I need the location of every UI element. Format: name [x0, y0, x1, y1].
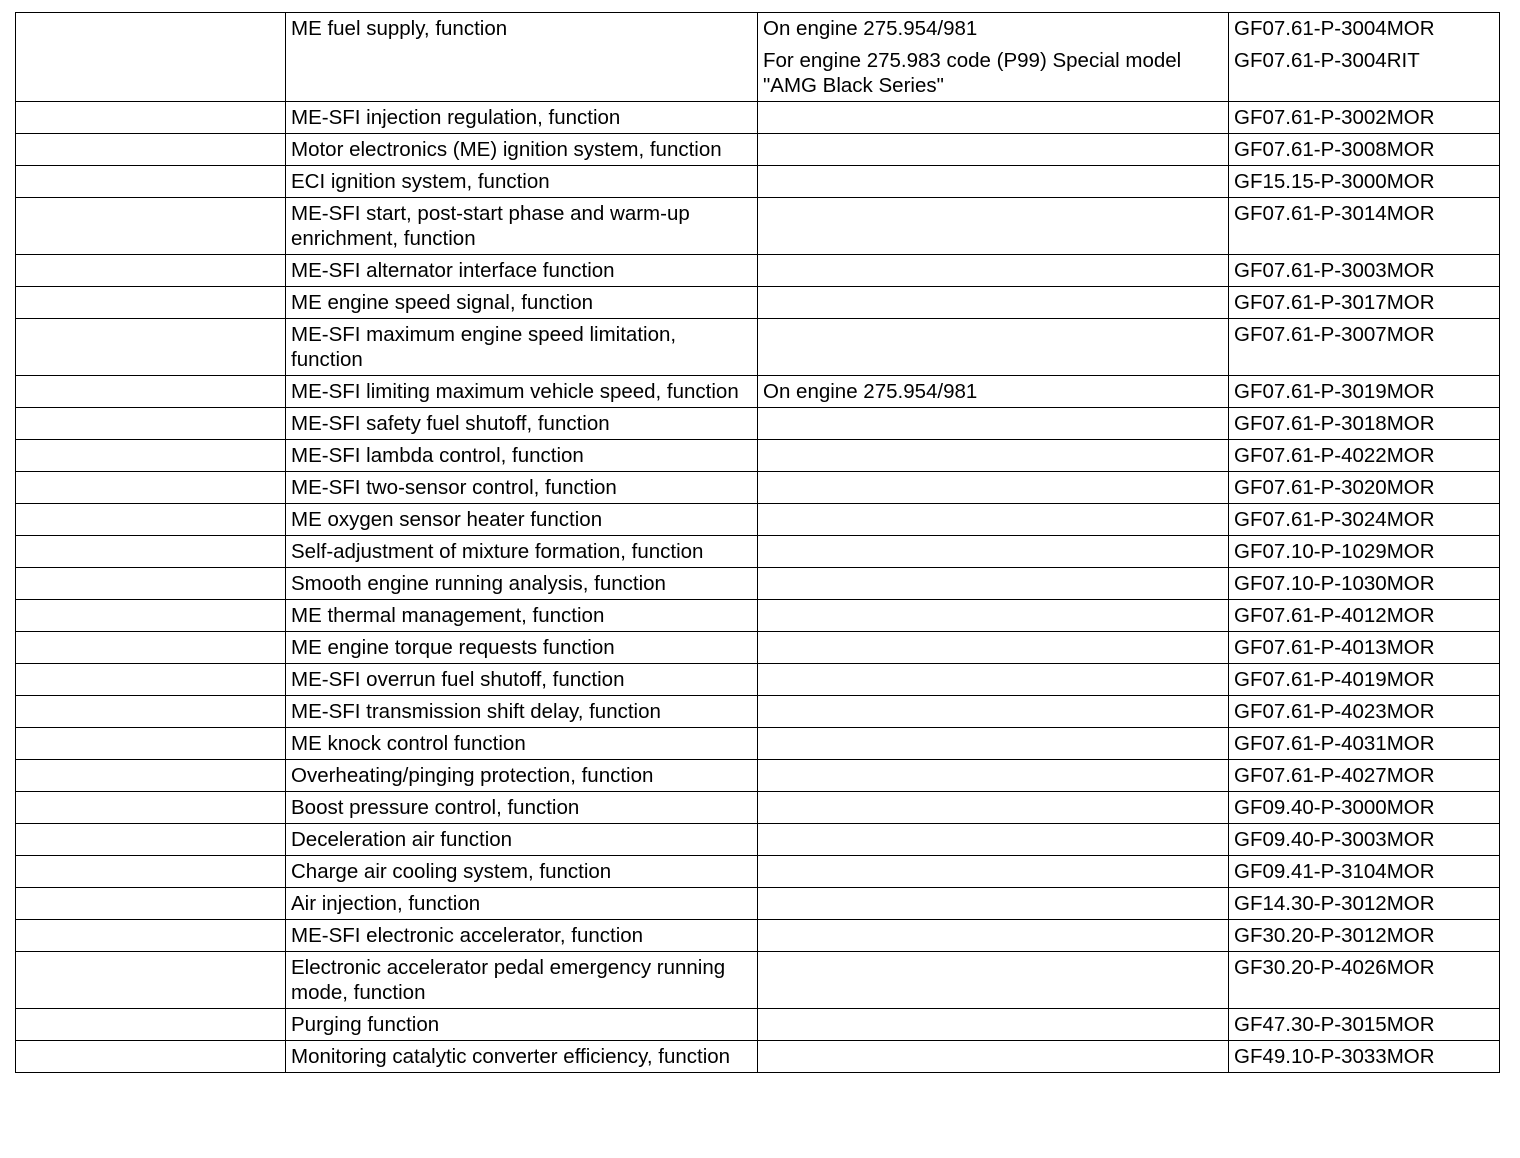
document-code[interactable]: GF07.61-P-4013MOR: [1234, 636, 1435, 659]
function-cell: ME-SFI start, post-start phase and warm-up enrichment, function: [286, 198, 758, 255]
condition-cell: [758, 255, 1229, 287]
table-row: [16, 920, 1500, 952]
document-code-cell: [1229, 255, 1500, 287]
document-code[interactable]: GF07.61-P-3007MOR: [1234, 323, 1435, 346]
table-row: [16, 632, 1500, 664]
condition-cell: [758, 408, 1229, 440]
condition-cell: [758, 134, 1229, 166]
table-row: [16, 287, 1500, 319]
table-row: [16, 408, 1500, 440]
function-cell: ME engine speed signal, function: [286, 287, 758, 319]
condition-cell: [758, 287, 1229, 319]
table-row: [16, 856, 1500, 888]
blank-cell: [16, 536, 286, 568]
blank-cell: [16, 792, 286, 824]
condition-cell: [758, 920, 1229, 952]
function-cell: ME thermal management, function: [286, 600, 758, 632]
condition-cell: [758, 632, 1229, 664]
condition-text: On engine 275.954/981: [763, 380, 978, 403]
blank-cell: [16, 440, 286, 472]
document-code-cell: [1229, 1009, 1500, 1041]
blank-cell: [16, 504, 286, 536]
document-code-cell: [1229, 568, 1500, 600]
function-cell: ME-SFI transmission shift delay, function: [286, 696, 758, 728]
condition-cell: [758, 888, 1229, 920]
condition-cell: [758, 504, 1229, 536]
document-code[interactable]: GF07.10-P-1029MOR: [1234, 540, 1435, 563]
blank-cell: [16, 1009, 286, 1041]
document-code[interactable]: GF07.61-P-4027MOR: [1234, 764, 1435, 787]
blank-cell: [16, 13, 286, 102]
function-cell: ME-SFI safety fuel shutoff, function: [286, 408, 758, 440]
condition-cell: [758, 198, 1229, 255]
document-code[interactable]: GF15.15-P-3000MOR: [1234, 170, 1435, 193]
blank-cell: [16, 632, 286, 664]
document-code[interactable]: GF14.30-P-3012MOR: [1234, 892, 1435, 915]
condition-cell: [758, 440, 1229, 472]
table-row: [16, 440, 1500, 472]
table-row: [16, 472, 1500, 504]
document-code[interactable]: GF07.61-P-3003MOR: [1234, 259, 1435, 282]
function-cell: ECI ignition system, function: [286, 166, 758, 198]
document-code-cell: [1229, 920, 1500, 952]
document-code[interactable]: GF07.61-P-4022MOR: [1234, 444, 1435, 467]
condition-cell: [758, 166, 1229, 198]
document-code[interactable]: GF07.61-P-3017MOR: [1234, 291, 1435, 314]
blank-cell: [16, 198, 286, 255]
table-row: [16, 728, 1500, 760]
document-code[interactable]: GF09.40-P-3000MOR: [1234, 796, 1435, 819]
document-code-cell: [1229, 319, 1500, 376]
function-cell: ME-SFI overrun fuel shutoff, function: [286, 664, 758, 696]
blank-cell: [16, 920, 286, 952]
blank-cell: [16, 472, 286, 504]
blank-cell: [16, 376, 286, 408]
condition-cell: [758, 472, 1229, 504]
document-code-cell: [1229, 600, 1500, 632]
blank-cell: [16, 888, 286, 920]
blank-cell: [16, 664, 286, 696]
blank-cell: [16, 728, 286, 760]
document-code[interactable]: GF07.61-P-3019MOR: [1234, 380, 1435, 403]
blank-cell: [16, 319, 286, 376]
condition-cell: [758, 728, 1229, 760]
document-code-cell: [1229, 166, 1500, 198]
blank-cell: [16, 600, 286, 632]
function-cell: ME-SFI maximum engine speed limitation, function: [286, 319, 758, 376]
table-row: [16, 319, 1500, 376]
document-code-cell: [1229, 632, 1500, 664]
table-row: [16, 696, 1500, 728]
condition-cell: [758, 1041, 1229, 1073]
table-row: [16, 198, 1500, 255]
table-row: [16, 760, 1500, 792]
function-cell: ME knock control function: [286, 728, 758, 760]
document-code[interactable]: GF07.61-P-3004MOR: [1234, 17, 1435, 40]
table-row: [16, 504, 1500, 536]
table-row: [16, 166, 1500, 198]
function-cell: ME-SFI lambda control, function: [286, 440, 758, 472]
document-code-cell: [1229, 792, 1500, 824]
document-code[interactable]: GF07.61-P-3002MOR: [1234, 106, 1435, 129]
condition-cell: [758, 568, 1229, 600]
function-cell: Electronic accelerator pedal emergency running mode, function: [286, 952, 758, 1009]
document-code-cell: [1229, 472, 1500, 504]
table-body: [16, 13, 1500, 1073]
table-row: [16, 536, 1500, 568]
condition-cell: [758, 696, 1229, 728]
function-cell: Monitoring catalytic converter efficiency, function: [286, 1041, 758, 1073]
document-code-cell: [1229, 408, 1500, 440]
document-code[interactable]: GF07.61-P-4023MOR: [1234, 700, 1435, 723]
document-code[interactable]: GF07.61-P-3008MOR: [1234, 138, 1435, 161]
function-cell: ME-SFI alternator interface function: [286, 255, 758, 287]
table-row: [16, 1009, 1500, 1041]
document-code[interactable]: GF07.61-P-4012MOR: [1234, 604, 1435, 627]
document-code-cell: [1229, 198, 1500, 255]
function-cell: Deceleration air function: [286, 824, 758, 856]
condition-cell: [758, 792, 1229, 824]
blank-cell: [16, 568, 286, 600]
function-cell: Self-adjustment of mixture formation, function: [286, 536, 758, 568]
condition-cell: [758, 1009, 1229, 1041]
document-code[interactable]: GF07.61-P-4031MOR: [1234, 732, 1435, 755]
document-code[interactable]: GF07.61-P-3004RIT: [1234, 49, 1420, 72]
document-code-cell: [1229, 760, 1500, 792]
table-row: [16, 568, 1500, 600]
table-row: [16, 664, 1500, 696]
function-cell: ME-SFI limiting maximum vehicle speed, function: [286, 376, 758, 408]
function-cell: Overheating/pinging protection, function: [286, 760, 758, 792]
function-cell: ME-SFI injection regulation, function: [286, 102, 758, 134]
blank-cell: [16, 952, 286, 1009]
condition-cell: [758, 856, 1229, 888]
document-code[interactable]: GF09.41-P-3104MOR: [1234, 860, 1435, 883]
table-row: [16, 255, 1500, 287]
document-code-cell: [1229, 664, 1500, 696]
table-row: [16, 792, 1500, 824]
function-cell: ME oxygen sensor heater function: [286, 504, 758, 536]
function-cell: ME fuel supply, function: [286, 13, 758, 102]
blank-cell: [16, 102, 286, 134]
document-code-cell: [1229, 287, 1500, 319]
document-code[interactable]: GF07.61-P-3024MOR: [1234, 508, 1435, 531]
condition-cell: [758, 319, 1229, 376]
document-code[interactable]: GF09.40-P-3003MOR: [1234, 828, 1435, 851]
table-row: [16, 376, 1500, 408]
blank-cell: [16, 134, 286, 166]
table-row: [16, 102, 1500, 134]
blank-cell: [16, 287, 286, 319]
document-code-cell: [1229, 888, 1500, 920]
document-code[interactable]: GF07.61-P-3020MOR: [1234, 476, 1435, 499]
document-code-cell: [1229, 13, 1500, 102]
condition-cell: [758, 376, 1229, 408]
function-cell: ME-SFI electronic accelerator, function: [286, 920, 758, 952]
blank-cell: [16, 760, 286, 792]
document-code[interactable]: GF49.10-P-3033MOR: [1234, 1045, 1435, 1068]
condition-cell: [758, 664, 1229, 696]
table-row: [16, 888, 1500, 920]
document-code[interactable]: GF07.61-P-3014MOR: [1234, 202, 1435, 225]
condition-cell: [758, 600, 1229, 632]
function-cell: Smooth engine running analysis, function: [286, 568, 758, 600]
table-row: [16, 134, 1500, 166]
document-code-cell: [1229, 134, 1500, 166]
condition-cell: [758, 102, 1229, 134]
document-code[interactable]: GF07.61-P-4019MOR: [1234, 668, 1435, 691]
function-cell: ME-SFI two-sensor control, function: [286, 472, 758, 504]
document-code[interactable]: GF30.20-P-4026MOR: [1234, 956, 1435, 979]
document-code-cell: [1229, 376, 1500, 408]
condition-cell: [758, 13, 1229, 102]
blank-cell: [16, 856, 286, 888]
blank-cell: [16, 696, 286, 728]
document-code-cell: [1229, 102, 1500, 134]
blank-cell: [16, 255, 286, 287]
condition-text: For engine 275.983 code (P99) Special model "AMG Black Series": [763, 49, 1182, 97]
table-row: [16, 600, 1500, 632]
function-cell: Motor electronics (ME) ignition system, function: [286, 134, 758, 166]
condition-text: On engine 275.954/981: [763, 17, 978, 40]
function-cell: ME engine torque requests function: [286, 632, 758, 664]
table-row: [16, 824, 1500, 856]
document-code[interactable]: GF47.30-P-3015MOR: [1234, 1013, 1435, 1036]
condition-cell: [758, 760, 1229, 792]
function-cell: Boost pressure control, function: [286, 792, 758, 824]
document-code-cell: [1229, 440, 1500, 472]
table-row: [16, 952, 1500, 1009]
document-code-cell: [1229, 856, 1500, 888]
function-reference-table: [15, 12, 1500, 1073]
blank-cell: [16, 408, 286, 440]
document-code-cell: [1229, 824, 1500, 856]
document-code-cell: [1229, 728, 1500, 760]
document-code-cell: [1229, 536, 1500, 568]
document-code[interactable]: GF07.61-P-3018MOR: [1234, 412, 1435, 435]
function-cell: Purging function: [286, 1009, 758, 1041]
table-row: [16, 13, 1500, 102]
condition-cell: [758, 536, 1229, 568]
function-cell: Charge air cooling system, function: [286, 856, 758, 888]
table-row: [16, 1041, 1500, 1073]
document-code-cell: [1229, 696, 1500, 728]
document-code[interactable]: GF30.20-P-3012MOR: [1234, 924, 1435, 947]
blank-cell: [16, 1041, 286, 1073]
function-cell: Air injection, function: [286, 888, 758, 920]
condition-cell: [758, 824, 1229, 856]
document-code-cell: [1229, 504, 1500, 536]
blank-cell: [16, 824, 286, 856]
condition-cell: [758, 952, 1229, 1009]
document-code-cell: [1229, 1041, 1500, 1073]
document-code[interactable]: GF07.10-P-1030MOR: [1234, 572, 1435, 595]
document-code-cell: [1229, 952, 1500, 1009]
blank-cell: [16, 166, 286, 198]
